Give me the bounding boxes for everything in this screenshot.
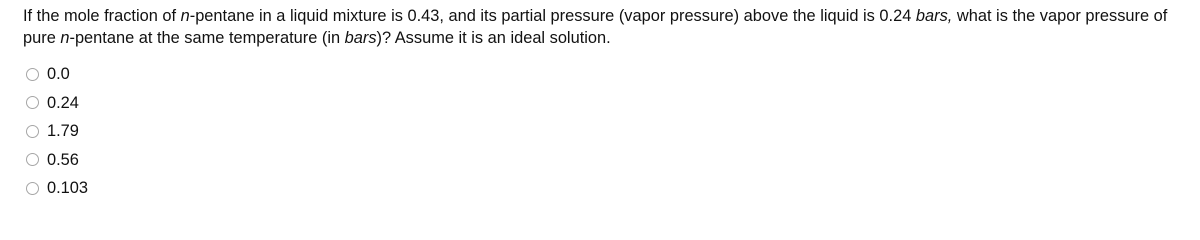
answer-option-3[interactable] bbox=[26, 117, 88, 146]
answer-option-1[interactable] bbox=[26, 60, 88, 89]
answer-option-label: 0.24 bbox=[47, 93, 79, 112]
question-italic-n: n bbox=[60, 29, 70, 47]
question-italic-unit: bars, bbox=[915, 7, 953, 25]
answer-option-5[interactable] bbox=[26, 174, 88, 203]
answer-option-label: 0.56 bbox=[47, 150, 79, 169]
question-text-segment: -pentane in a liquid mixture is 0.43, and its partial pressure (vapor pressure) above the liquid is 0.24 bbox=[189, 7, 916, 25]
answer-option-label: 0.0 bbox=[47, 65, 70, 84]
question-text-segment: )? Assume it is an ideal solution. bbox=[376, 29, 611, 47]
question-text-segment: -pentane at the same temperature (in bbox=[69, 29, 345, 47]
answer-options bbox=[26, 60, 88, 203]
answer-option-label: 0.103 bbox=[47, 179, 89, 198]
radio-button[interactable] bbox=[26, 182, 39, 195]
radio-button[interactable] bbox=[26, 153, 39, 166]
question-italic-unit: bars bbox=[344, 29, 377, 47]
question-text-segment: If the mole fraction of bbox=[23, 7, 181, 25]
answer-option-label: 1.79 bbox=[47, 122, 79, 141]
question-text bbox=[23, 5, 1183, 49]
radio-button[interactable] bbox=[26, 68, 39, 81]
answer-option-4[interactable] bbox=[26, 146, 88, 175]
question-italic-n: n bbox=[180, 7, 190, 25]
radio-button[interactable] bbox=[26, 125, 39, 138]
radio-button[interactable] bbox=[26, 96, 39, 109]
answer-option-2[interactable] bbox=[26, 89, 88, 118]
question-text-segment: what is the vapor pressure of pure bbox=[23, 7, 1168, 47]
